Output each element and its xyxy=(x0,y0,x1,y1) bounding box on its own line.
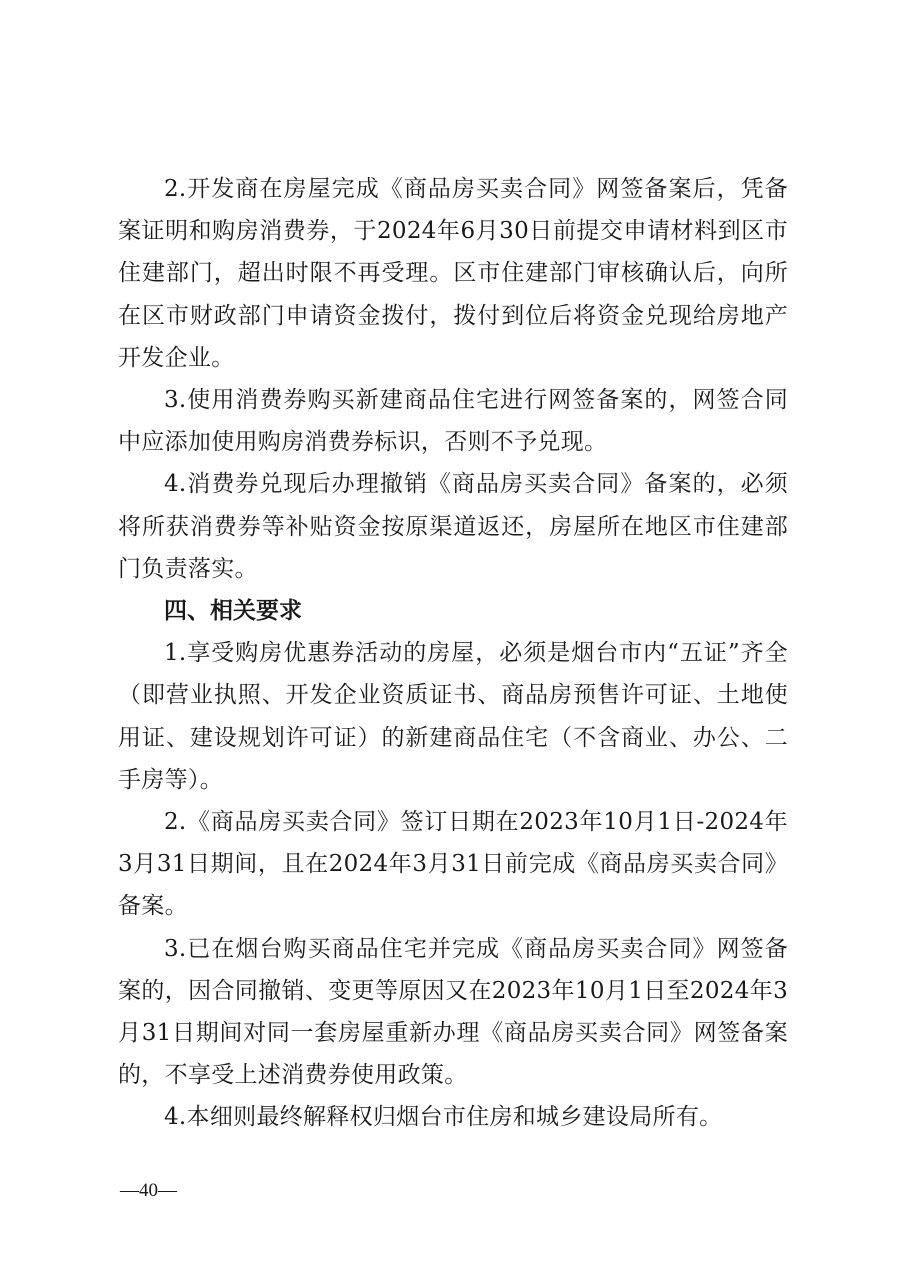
requirement-2: 2.《商品房买卖合同》签订日期在2023年10月1日-2024年3月31日期间，且在2024年3月31日前完成《商品房买卖合同》备案。 xyxy=(118,809,788,920)
paragraph-3: 3.使用消费券购买新建商品住宅进行网签备案的，网签合同中应添加使用购房消费券标识，否则不予兑现。 xyxy=(118,387,788,456)
requirement-4: 4.本细则最终解释权归烟台市住房和城乡建设局所有。 xyxy=(164,1104,723,1131)
paragraph-2: 2.开发商在房屋完成《商品房买卖合同》网签备案后，凭备案证明和购房消费券，于2024年6月30日前提交申请材料到区市住建部门，超出时限不再受理。区市住建部门审核确认后，向所在区市财政部门申请资金拨付，拨付到位后将资金兑现给房地产开发企业。 xyxy=(118,176,788,371)
requirement-3: 3.已在烟台购买商品住宅并完成《商品房买卖合同》网签备案的，因合同撤销、变更等原因又在2023年10月1日至2024年3月31日期间对同一套房屋重新办理《商品房买卖合同》网签备案的，不享受上述消费券使用政策。 xyxy=(118,935,788,1089)
paragraph-4: 4.消费券兑现后办理撤销《商品房买卖合同》备案的，必须将所获消费券等补贴资金按原渠道返还，房屋所在地区市住建部门负责落实。 xyxy=(118,471,788,582)
page-number: —40— xyxy=(120,1180,177,1201)
document-body xyxy=(118,168,788,1139)
section-heading: 四、相关要求 xyxy=(164,598,302,625)
requirement-1: 1.享受购房优惠券活动的房屋，必须是烟台市内“五证”齐全（即营业执照、开发企业资质证书、商品房预售许可证、土地使用证、建设规划许可证）的新建商品住宅（不含商业、办公、二手房等）。 xyxy=(118,640,788,793)
